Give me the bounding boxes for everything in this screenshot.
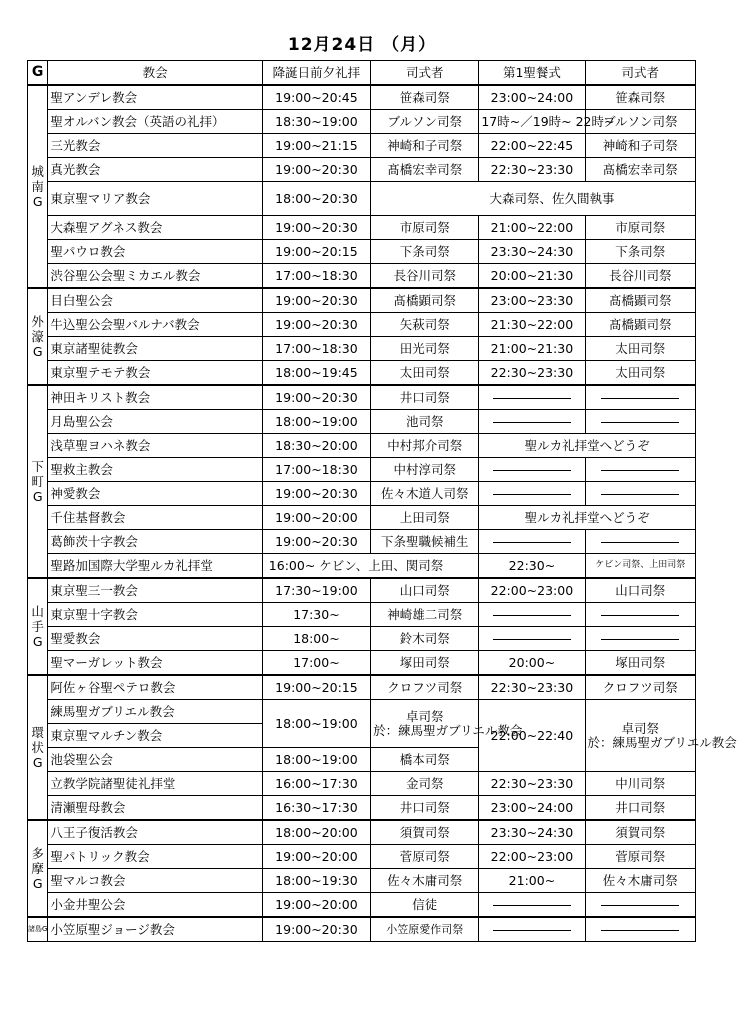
service2-none	[479, 385, 585, 410]
table-row	[28, 85, 696, 110]
church-name: 東京聖マリア教会	[48, 182, 262, 216]
service1-officiant: 上田司祭	[371, 506, 479, 530]
table-row	[28, 337, 696, 361]
service1-time: 18:00~19:30	[262, 869, 370, 893]
table-row	[28, 506, 696, 530]
service2-none	[479, 893, 585, 918]
service1-officiant: 池司祭	[371, 410, 479, 434]
service1-time: 16:00~17:30	[262, 772, 370, 796]
service1-time: 19:00~20:30	[262, 482, 370, 506]
church-name: 東京聖三一教会	[48, 578, 262, 603]
service1-officiant: 下条司祭	[371, 240, 479, 264]
service1-officiant: 矢萩司祭	[371, 313, 479, 337]
service2-none	[479, 458, 585, 482]
service1-time-officiants: 16:00~ ケビン、上田、関司祭	[262, 554, 479, 579]
table-row	[28, 182, 696, 216]
service1-officiant: 塚田司祭	[371, 651, 479, 676]
redirect-note: 聖ルカ礼拝堂へどうぞ	[479, 434, 696, 458]
service1-time: 17:30~19:00	[262, 578, 370, 603]
group-jonan: 城南G	[28, 85, 48, 288]
officiant2-none	[585, 627, 696, 651]
table-row	[28, 820, 696, 845]
church-name: 聖パトリック教会	[48, 845, 262, 869]
service1-officiant: クロフツ司祭	[371, 675, 479, 700]
service1-officiant: 菅原司祭	[371, 845, 479, 869]
service1-time: 17:00~18:30	[262, 337, 370, 361]
service2-none	[479, 530, 585, 554]
service1-officiant: 佐々木道人司祭	[371, 482, 479, 506]
group-kanjo: 環状G	[28, 675, 48, 820]
church-name: 三光教会	[48, 134, 262, 158]
redirect-note: 聖ルカ礼拝堂へどうぞ	[479, 506, 696, 530]
service2-none	[479, 410, 585, 434]
church-name: 浅草聖ヨハネ教会	[48, 434, 262, 458]
service2-officiant: クロフツ司祭	[585, 675, 696, 700]
service1-officiant: 鈴木司祭	[371, 627, 479, 651]
church-name: 葛飾茨十字教会	[48, 530, 262, 554]
service2-none	[479, 627, 585, 651]
table-row	[28, 893, 696, 918]
church-name: 聖愛教会	[48, 627, 262, 651]
service2-none	[479, 603, 585, 627]
service2-time: 22:30~23:30	[479, 361, 585, 386]
service1-time: 19:00~20:30	[262, 530, 370, 554]
table-row	[28, 627, 696, 651]
service2-time: 22:00~23:00	[479, 578, 585, 603]
officiant-venue: 於：練馬聖ガブリエル教会	[373, 722, 523, 738]
service2-none	[479, 917, 585, 942]
table-row	[28, 796, 696, 821]
service1-time: 19:00~20:30	[262, 917, 370, 942]
church-name: 清瀬聖母教会	[48, 796, 262, 821]
header-officiant2: 司式者	[585, 61, 696, 86]
table-row	[28, 845, 696, 869]
service1-officiant: 長谷川司祭	[371, 264, 479, 289]
service1-time: 18:00~19:00	[262, 700, 370, 748]
church-name: 月島聖公会	[48, 410, 262, 434]
service1-officiant: 橋本司祭	[371, 748, 479, 772]
header-row	[28, 61, 696, 86]
service1-time: 19:00~20:30	[262, 216, 370, 240]
service1-officiant: 市原司祭	[371, 216, 479, 240]
church-name: 大森聖アグネス教会	[48, 216, 262, 240]
service1-time: 18:00~19:00	[262, 748, 370, 772]
service2-time: 21:00~21:30	[479, 337, 585, 361]
church-name: 八王子復活教会	[48, 820, 262, 845]
merged-officiant: 大森司祭、佐久間執事	[371, 182, 696, 216]
service2-officiant: 髙橋宏幸司祭	[585, 158, 696, 182]
service2-officiant: 菅原司祭	[585, 845, 696, 869]
church-name: 東京聖十字教会	[48, 603, 262, 627]
table-row	[28, 240, 696, 264]
church-name: 東京諸聖徒教会	[48, 337, 262, 361]
service1-time: 19:00~20:00	[262, 506, 370, 530]
church-name: 聖救主教会	[48, 458, 262, 482]
service1-time: 17:00~18:30	[262, 458, 370, 482]
church-name: 聖アンデレ教会	[48, 85, 262, 110]
service1-officiant: 笹森司祭	[371, 85, 479, 110]
service2-officiant	[585, 700, 737, 772]
church-name: 小金井聖公会	[48, 893, 262, 918]
group-shitamachi: 下町G	[28, 385, 48, 578]
service2-officiant: 長谷川司祭	[585, 264, 696, 289]
service1-time: 17:00~18:30	[262, 264, 370, 289]
church-name: 池袋聖公会	[48, 748, 262, 772]
service2-officiant: 下条司祭	[585, 240, 696, 264]
group-gaigo: 外濠G	[28, 288, 48, 385]
group-shoto: 諸島G	[28, 917, 48, 942]
service2-time: 20:00~21:30	[479, 264, 585, 289]
service1-time: 19:00~20:00	[262, 845, 370, 869]
service1-time: 19:00~20:15	[262, 240, 370, 264]
service1-time: 18:00~19:00	[262, 410, 370, 434]
church-name: 聖路加国際大学聖ルカ礼拝堂	[48, 554, 262, 579]
service1-officiant: 須賀司祭	[371, 820, 479, 845]
church-name: 聖マーガレット教会	[48, 651, 262, 676]
service1-officiant: 信徒	[371, 893, 479, 918]
officiant-venue: 於：練馬聖ガブリエル教会	[587, 734, 737, 750]
service1-time: 19:00~20:30	[262, 158, 370, 182]
service2-officiant: 笹森司祭	[585, 85, 696, 110]
service2-officiant: 山口司祭	[585, 578, 696, 603]
service2-officiant: 太田司祭	[585, 361, 696, 386]
service2-officiant: ブルソン司祭	[585, 110, 696, 134]
table-row	[28, 578, 696, 603]
table-row	[28, 651, 696, 676]
officiant2-none	[585, 603, 696, 627]
service2-time: 22:00~23:00	[479, 845, 585, 869]
service2-officiant: 佐々木庸司祭	[585, 869, 696, 893]
table-row	[28, 869, 696, 893]
service2-officiant: 須賀司祭	[585, 820, 696, 845]
service1-time: 19:00~20:30	[262, 313, 370, 337]
service2-time: 22:00~22:45	[479, 134, 585, 158]
table-row	[28, 385, 696, 410]
officiant2-none	[585, 893, 696, 918]
service1-time: 19:00~20:30	[262, 385, 370, 410]
service1-officiant: 中村邦介司祭	[371, 434, 479, 458]
service2-time: 22:30~	[479, 554, 585, 579]
service1-time: 18:00~20:00	[262, 820, 370, 845]
church-name: 小笠原聖ジョージ教会	[48, 917, 262, 942]
service2-time: 22:00~22:40	[479, 700, 585, 772]
table-row	[28, 158, 696, 182]
church-name: 真光教会	[48, 158, 262, 182]
church-name: 目白聖公会	[48, 288, 262, 313]
church-name: 東京聖マルチン教会	[48, 724, 262, 748]
officiant-main: 卓司祭	[405, 709, 444, 725]
table-row	[28, 772, 696, 796]
service2-time: 23:00~24:00	[479, 85, 585, 110]
service1-time: 18:00~	[262, 627, 370, 651]
service2-time: 22:30~23:30	[479, 158, 585, 182]
officiant2-none	[585, 530, 696, 554]
service1-officiant: 髙橋宏幸司祭	[371, 158, 479, 182]
service1-time: 18:00~19:45	[262, 361, 370, 386]
officiant2-none	[585, 410, 696, 434]
service1-officiant: 井口司祭	[371, 385, 479, 410]
service1-officiant: ブルソン司祭	[371, 110, 479, 134]
service2-time: 23:30~24:30	[479, 240, 585, 264]
officiant2-none	[585, 917, 696, 942]
service1-officiant: 髙橋顕司祭	[371, 288, 479, 313]
officiant2-none	[585, 385, 696, 410]
service2-officiant: 髙橋顕司祭	[585, 288, 696, 313]
service2-time: 23:00~24:00	[479, 796, 585, 821]
header-officiant1: 司式者	[371, 61, 479, 86]
service2-time: 23:00~23:30	[479, 288, 585, 313]
table-row	[28, 361, 696, 386]
church-name: 聖オルバン教会（英語の礼拝）	[48, 110, 262, 134]
service1-time: 18:30~19:00	[262, 110, 370, 134]
table-row	[28, 554, 696, 579]
header-group: G	[28, 61, 48, 86]
table-row	[28, 134, 696, 158]
table-row	[28, 288, 696, 313]
table-row	[28, 458, 696, 482]
service1-officiant: 小笠原愛作司祭	[371, 917, 479, 942]
service2-officiant: 井口司祭	[585, 796, 696, 821]
service1-officiant: 神崎雄二司祭	[371, 603, 479, 627]
service1-time: 19:00~20:00	[262, 893, 370, 918]
service2-time: 23:30~24:30	[479, 820, 585, 845]
table-row	[28, 264, 696, 289]
table-row	[28, 313, 696, 337]
page-title: 12月24日 （月）	[287, 35, 437, 55]
service2-time: 17時~／19時~ 22時~	[479, 110, 585, 134]
service1-officiant: 田光司祭	[371, 337, 479, 361]
service1-officiant: 井口司祭	[371, 796, 479, 821]
church-name: 聖パウロ教会	[48, 240, 262, 264]
service2-officiant: 市原司祭	[585, 216, 696, 240]
officiant2-none	[585, 482, 696, 506]
church-name: 牛込聖公会聖バルナバ教会	[48, 313, 262, 337]
service2-time: 21:30~22:00	[479, 313, 585, 337]
service1-time: 18:00~20:30	[262, 182, 370, 216]
table-row	[28, 216, 696, 240]
table-row	[28, 700, 696, 724]
service1-time: 18:30~20:00	[262, 434, 370, 458]
group-tama: 多摩G	[28, 820, 48, 917]
church-name: 聖マルコ教会	[48, 869, 262, 893]
service2-officiant: 塚田司祭	[585, 651, 696, 676]
service1-officiant: 山口司祭	[371, 578, 479, 603]
service1-officiant: 佐々木庸司祭	[371, 869, 479, 893]
service1-time: 16:30~17:30	[262, 796, 370, 821]
header-service2: 第1聖餐式	[479, 61, 585, 86]
service1-time: 19:00~20:15	[262, 675, 370, 700]
service2-officiant: ケビン司祭、上田司祭	[585, 554, 696, 579]
service1-time: 19:00~21:15	[262, 134, 370, 158]
church-name: 渋谷聖公会聖ミカエル教会	[48, 264, 262, 289]
table-row	[28, 482, 696, 506]
service2-officiant: 神崎和子司祭	[585, 134, 696, 158]
table-row	[28, 530, 696, 554]
service1-officiant: 金司祭	[371, 772, 479, 796]
table-row	[28, 110, 696, 134]
service1-time: 19:00~20:30	[262, 288, 370, 313]
church-name: 練馬聖ガブリエル教会	[48, 700, 262, 724]
service2-officiant: 中川司祭	[585, 772, 696, 796]
service1-officiant	[371, 700, 523, 748]
schedule-table	[27, 60, 737, 942]
table-row	[28, 603, 696, 627]
church-name: 立教学院諸聖徒礼拝堂	[48, 772, 262, 796]
table-row	[28, 917, 696, 942]
service1-time: 17:30~	[262, 603, 370, 627]
service2-officiant: 太田司祭	[585, 337, 696, 361]
service1-officiant: 太田司祭	[371, 361, 479, 386]
service1-time: 17:00~	[262, 651, 370, 676]
service1-time: 19:00~20:45	[262, 85, 370, 110]
church-name: 神愛教会	[48, 482, 262, 506]
service2-time: 21:00~22:00	[479, 216, 585, 240]
service2-none	[479, 482, 585, 506]
service2-time: 20:00~	[479, 651, 585, 676]
table-row	[28, 434, 696, 458]
table-row	[28, 675, 696, 700]
header-church: 教会	[48, 61, 262, 86]
table-row	[28, 410, 696, 434]
group-yamanote: 山手G	[28, 578, 48, 675]
church-name: 神田キリスト教会	[48, 385, 262, 410]
service2-time: 22:30~23:30	[479, 675, 585, 700]
service1-officiant: 下条聖職候補生	[371, 530, 479, 554]
header-service1: 降誕日前夕礼拝	[262, 61, 370, 86]
church-name: 千住基督教会	[48, 506, 262, 530]
service1-officiant: 中村淳司祭	[371, 458, 479, 482]
service1-officiant: 神崎和子司祭	[371, 134, 479, 158]
officiant2-none	[585, 458, 696, 482]
service2-officiant: 髙橋顕司祭	[585, 313, 696, 337]
church-name: 阿佐ヶ谷聖ペテロ教会	[48, 675, 262, 700]
officiant-main: 卓司祭	[621, 721, 659, 737]
service2-time: 21:00~	[479, 869, 585, 893]
service2-time: 22:30~23:30	[479, 772, 585, 796]
church-name: 東京聖テモテ教会	[48, 361, 262, 386]
